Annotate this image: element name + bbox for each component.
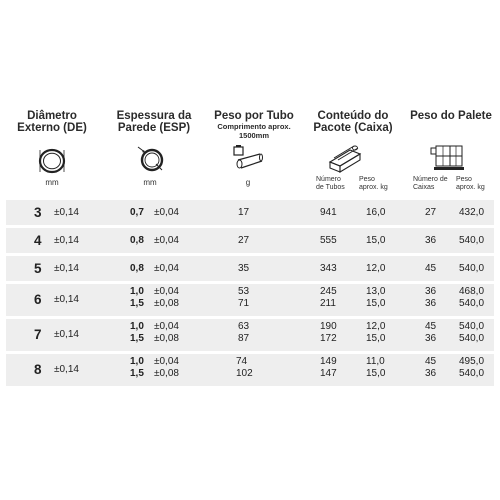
num-caixas — [425, 356, 436, 380]
table-row — [6, 228, 494, 253]
peso-tubo-1: 63 — [238, 321, 250, 332]
esp-value-2: 1,5 — [130, 298, 144, 309]
unit-peso-aprox: Peso aprox. kg — [359, 176, 388, 191]
peso-tubo-2: 102 — [236, 368, 253, 379]
num-tubos — [320, 286, 337, 310]
peso-pacote: 16,0 — [366, 207, 386, 218]
de-tolerance: ±0,14 — [54, 294, 79, 305]
peso-pacote-1: 13,0 — [366, 286, 386, 297]
de-tolerance: ±0,14 — [54, 207, 79, 218]
esp-tolerance-1: ±0,04 — [154, 356, 179, 367]
header-de: Diâmetro Externo (DE) — [17, 110, 87, 134]
peso-tubo — [236, 356, 253, 380]
peso-pacote-2: 15,0 — [366, 368, 386, 379]
header-esp: Espessura da Parede (ESP) — [116, 110, 192, 134]
de-tolerance: ±0,14 — [54, 329, 79, 340]
table-row — [6, 284, 494, 316]
peso-pacote: 15,0 — [366, 235, 386, 246]
de-value: 4 — [34, 233, 42, 248]
peso-pacote — [366, 356, 385, 380]
num-caixas-2: 36 — [425, 333, 437, 344]
de-tolerance: ±0,14 — [54, 235, 79, 246]
peso-pacote-1: 12,0 — [366, 321, 386, 332]
peso-palete — [459, 286, 484, 310]
de-value: 8 — [34, 362, 42, 377]
weight-tube-icon — [230, 144, 264, 174]
unit-peso: g — [245, 178, 251, 187]
esp-value — [130, 356, 144, 380]
unit-peso-aprox-2: Peso aprox. kg — [456, 176, 485, 191]
peso-palete: 540,0 — [459, 263, 485, 274]
de-tolerance: ±0,14 — [54, 263, 79, 274]
header-peso-tubo-sub: Comprimento aprox. 1500mm — [217, 122, 291, 140]
de-value: 3 — [34, 205, 42, 220]
esp-tolerance — [154, 286, 179, 310]
num-tubos-2: 211 — [320, 298, 336, 309]
unit-num-caixas: Número de Caixas — [413, 176, 448, 191]
unit-esp: mm — [143, 178, 157, 187]
num-caixas — [425, 286, 436, 310]
esp-value: 0,8 — [130, 235, 144, 246]
wall-thickness-icon — [135, 144, 167, 174]
peso-tubo-2: 87 — [238, 333, 250, 344]
pallet-icon — [429, 142, 467, 174]
de-value: 5 — [34, 261, 42, 276]
num-tubos-1: 149 — [320, 356, 337, 367]
num-caixas: 27 — [425, 207, 437, 218]
peso-palete-1: 495,0 — [459, 356, 485, 367]
tube-ring-icon — [36, 147, 68, 175]
peso-palete-2: 540,0 — [459, 333, 485, 344]
de-value: 7 — [34, 327, 42, 342]
peso-tubo: 17 — [238, 207, 250, 218]
unit-num-tubos: Número de Tubos — [316, 176, 345, 191]
peso-tubo-1: 74 — [236, 356, 248, 367]
esp-tolerance-2: ±0,08 — [154, 298, 179, 309]
peso-pacote — [366, 321, 385, 345]
package-box-icon — [326, 144, 364, 174]
esp-tolerance: ±0,04 — [154, 263, 179, 274]
num-tubos: 555 — [320, 235, 337, 246]
peso-tubo: 27 — [238, 235, 250, 246]
num-caixas-1: 45 — [425, 356, 437, 367]
peso-palete-2: 540,0 — [459, 368, 485, 379]
num-tubos: 941 — [320, 207, 337, 218]
esp-tolerance-2: ±0,08 — [154, 368, 179, 379]
esp-value-1: 1,0 — [130, 356, 144, 367]
num-caixas — [425, 321, 436, 345]
num-caixas: 36 — [425, 235, 437, 246]
peso-tubo-2: 71 — [238, 298, 250, 309]
peso-pacote: 12,0 — [366, 263, 386, 274]
esp-tolerance: ±0,04 — [154, 235, 179, 246]
esp-value-2: 1,5 — [130, 333, 144, 344]
table-row — [6, 256, 494, 281]
esp-tolerance-2: ±0,08 — [154, 333, 179, 344]
num-tubos: 343 — [320, 263, 337, 274]
header-peso-tubo-title: Peso por Tubo — [214, 110, 294, 122]
num-caixas: 45 — [425, 263, 437, 274]
num-caixas-1: 36 — [425, 286, 437, 297]
peso-palete-1: 468,0 — [459, 286, 485, 297]
esp-value — [130, 321, 144, 345]
table-row — [6, 354, 494, 386]
peso-palete — [459, 356, 484, 380]
num-tubos-2: 147 — [320, 368, 337, 379]
esp-tolerance: ±0,04 — [154, 207, 179, 218]
num-caixas-2: 36 — [425, 368, 437, 379]
peso-pacote-2: 15,0 — [366, 298, 386, 309]
peso-palete: 432,0 — [459, 207, 485, 218]
peso-palete-2: 540,0 — [459, 298, 485, 309]
esp-tolerance-1: ±0,04 — [154, 286, 179, 297]
header-conteudo: Conteúdo do Pacote (Caixa) — [313, 110, 393, 134]
peso-pacote-1: 11,0 — [366, 356, 385, 367]
num-tubos-1: 245 — [320, 286, 337, 297]
unit-de: mm — [45, 178, 59, 187]
peso-palete — [459, 321, 484, 345]
peso-palete-1: 540,0 — [459, 321, 485, 332]
num-caixas-2: 36 — [425, 298, 437, 309]
peso-pacote-2: 15,0 — [366, 333, 386, 344]
esp-value-2: 1,5 — [130, 368, 144, 379]
num-tubos — [320, 356, 337, 380]
peso-tubo: 35 — [238, 263, 250, 274]
peso-tubo — [238, 321, 249, 345]
peso-pacote — [366, 286, 385, 310]
esp-value: 0,8 — [130, 263, 144, 274]
peso-palete: 540,0 — [459, 235, 485, 246]
table-row — [6, 200, 494, 225]
header-peso-palete: Peso do Palete — [410, 110, 492, 122]
table-row — [6, 319, 494, 351]
de-value: 6 — [34, 292, 42, 307]
peso-tubo-1: 53 — [238, 286, 250, 297]
num-tubos — [320, 321, 337, 345]
peso-tubo — [238, 286, 249, 310]
esp-value-1: 1,0 — [130, 321, 144, 332]
esp-value-1: 1,0 — [130, 286, 144, 297]
esp-value — [130, 286, 144, 310]
header-peso-tubo — [212, 110, 296, 140]
esp-tolerance — [154, 321, 179, 345]
esp-value: 0,7 — [130, 207, 144, 218]
num-caixas-1: 45 — [425, 321, 437, 332]
de-tolerance: ±0,14 — [54, 364, 79, 375]
esp-tolerance — [154, 356, 179, 380]
esp-tolerance-1: ±0,04 — [154, 321, 179, 332]
num-tubos-2: 172 — [320, 333, 337, 344]
num-tubos-1: 190 — [320, 321, 337, 332]
